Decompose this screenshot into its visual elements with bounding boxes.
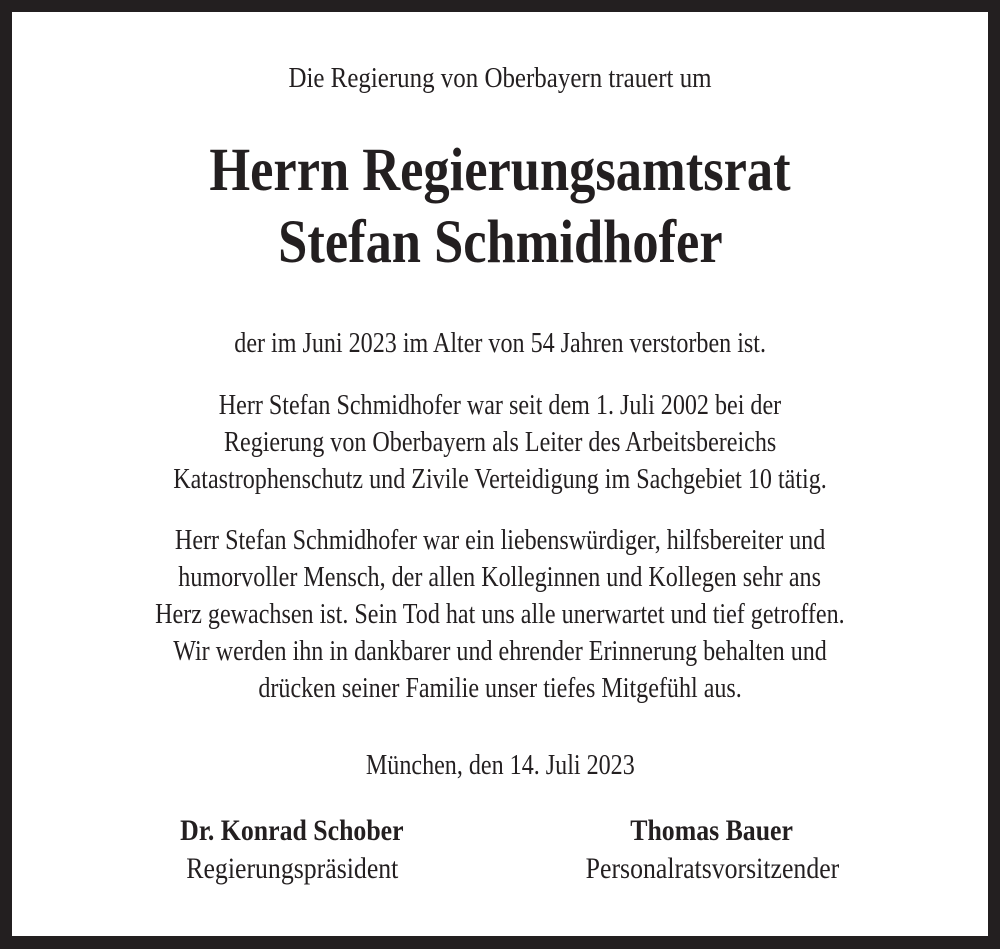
signatory-role: Regierungspräsident <box>185 852 399 885</box>
death-line: der im Juni 2023 im Alter von 54 Jahren verstorben ist. <box>234 328 766 359</box>
obituary-notice <box>12 12 988 936</box>
signatory-role: Personalratsvorsitzender <box>585 852 839 885</box>
tribute-paragraph: Herr Stefan Schmidhofer war ein liebenswürdiger, hilfsbereiter und humorvoller Mensch, der allen Kolleginnen und Kollegen sehr ans Herz gewachsen ist. Sein Tod hat uns alle unerwartet und tief getroffen. Wir werden ihn in dankbarer und ehrender Erinnerung behalten und drücken seiner Familie unser tiefes Mitgefühl aus. <box>155 525 845 704</box>
signatory-left <box>92 812 492 888</box>
place-date: München, den 14. Juli 2023 <box>365 750 635 781</box>
signatory-name: Dr. Konrad Schober <box>180 814 404 847</box>
career-paragraph: Herr Stefan Schmidhofer war seit dem 1. Juli 2002 bei der Regierung von Oberbayern als Leiter des Arbeitsbereichs Katastrophenschutz und Zivile Verteidigung im Sachgebiet 10 tätig. <box>173 390 827 495</box>
signatory-name: Thomas Bauer <box>630 814 794 847</box>
title-line-2: Stefan Schmidhofer <box>277 209 723 276</box>
title-line-1: Herrn Regierungsamtsrat <box>209 137 791 204</box>
signatory-right <box>512 812 912 888</box>
intro-line: Die Regierung von Oberbayern trauert um <box>288 62 712 94</box>
